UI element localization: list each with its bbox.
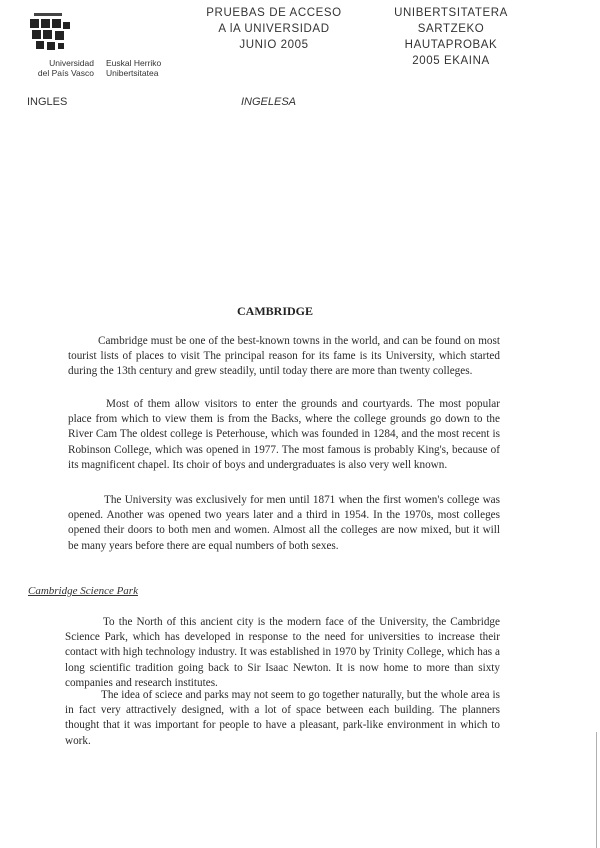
exam-header-eu xyxy=(386,5,516,69)
exam-header-es-line1: PRUEBAS DE ACCESO xyxy=(206,7,342,19)
article-title: CAMBRIDGE xyxy=(236,304,313,318)
section-paragraph-2-text: The idea of sciece and parks may not seem to go together naturally, but the whole area is in fact very attractively designed, with a lot of space between each building. The planners thought that it was important for people to have a pleasant, park-like environment in which to work. xyxy=(65,689,500,747)
exam-header-eu-line2: SARTZEKO xyxy=(417,23,485,35)
article-paragraph-2-text: Most of them allow visitors to enter the grounds and courtyards. The most popular place from which to view them is from the Backs, where the college grounds go down to the River Cam The oldest college is Peterhouse, which was founded in 1284, and the most recent is Robinson College, which was opened in 1977. The most famous is probably King's, because of its magnificent chapel. Its choir of boys and undergraduates is also very well known. xyxy=(68,398,500,471)
section-paragraph-1-text: To the North of this ancient city is the modern face of the University, the Cambridge Science Park, which has developed in response to the need for universities to increase their contact with high technology industry. It was established in 1970 by Trinity College, which has a long scientific tradition going back to Sir Isaac Newton. It is now home to more than sixty companies and research institutes. xyxy=(65,616,500,689)
university-name-es xyxy=(30,58,94,78)
university-name-eu xyxy=(106,58,186,78)
exam-header-eu-line3: HAUTAPROBAK xyxy=(404,39,498,51)
section-title: Cambridge Science Park xyxy=(28,585,138,597)
article-paragraph-2 xyxy=(68,397,500,473)
article-paragraph-3-text: The University was exclusively for men until 1871 when the first women's college was opened. Another was opened two years later and a third in 1954. In the 1970s, most colleges opened their doors to both men and women. Almost all the colleges are now mixed, but it will be many years before there are equal numbers of both sexes. xyxy=(68,494,500,552)
university-logo xyxy=(30,13,72,53)
subject-eu: INGELESA xyxy=(241,96,297,108)
scan-edge-line xyxy=(596,732,597,848)
exam-header-es-line2: A lA UNIVERSIDAD xyxy=(218,23,330,35)
section-paragraph-1 xyxy=(65,615,500,691)
article-paragraph-1-text: Cambridge must be one of the best-known towns in the world, and can be found on most tourist lists of places to visit The principal reason for its fame is its University, which started during the 13th century and grew steadily, until today there are more than twenty colleges. xyxy=(68,335,500,378)
subject-es: INGLES xyxy=(27,96,68,108)
article-paragraph-3 xyxy=(68,493,500,554)
section-paragraph-2 xyxy=(65,688,500,749)
exam-header-es xyxy=(196,5,352,53)
article-paragraph-1 xyxy=(68,334,500,380)
university-name-eu-line2: Unibertsitatea xyxy=(106,68,159,78)
upv-ehu-emblem-icon xyxy=(30,13,72,53)
exam-header-eu-line1: UNIBERTSITATERA xyxy=(394,7,508,19)
exam-header-es-line3: JUNIO 2005 xyxy=(239,39,309,51)
university-name-eu-line1: Euskal Herriko xyxy=(106,58,162,68)
exam-header-eu-line4: 2005 EKAINA xyxy=(412,55,490,67)
university-name-es-line2: del País Vasco xyxy=(37,68,94,78)
university-name-es-line1: Universidad xyxy=(49,58,94,68)
